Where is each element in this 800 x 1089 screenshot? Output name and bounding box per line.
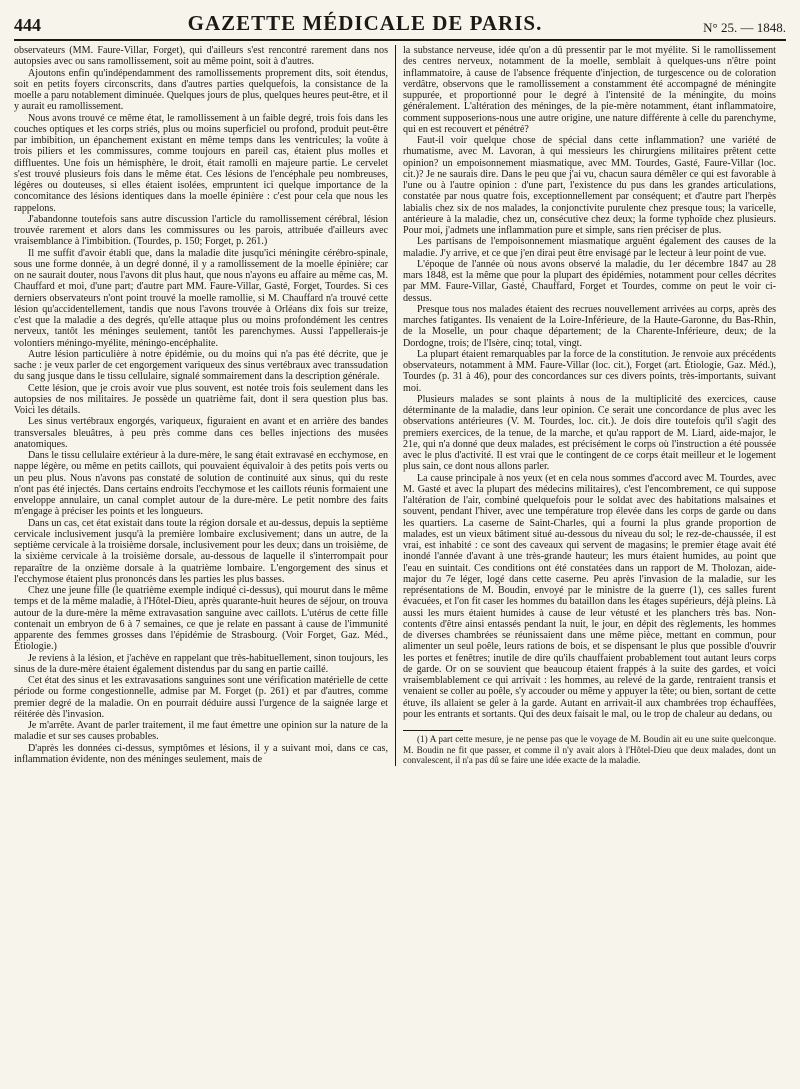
paragraph: Presque tous nos malades étaient des recrues nouvellement arrivées au corps, après des marches fatigantes. Ils venaient de la Loire-Inférieure, de la Haute-Garonne, du Bas-Rhin, de la Moselle, un pour chaque département; de la Charente-Inférieure, deux; de la Dordogne, trois; de l'Isère, cinq; total, vingt.: [403, 303, 776, 349]
paragraph: Autre lésion particulière à notre épidémie, ou du moins qui n'a pas été décrite, que je sache : je veux parler de cet engorgement variqueux des sinus vertébraux avec transsudation du sang jusque dans le tissu cellulaire, signalé sommairement dans la description générale.: [14, 348, 388, 383]
page-header: [14, 6, 786, 41]
page-number: 444: [14, 15, 41, 35]
left-column: [14, 45, 395, 766]
paragraph: D'après les données ci-dessus, symptômes et lésions, il y a suivant moi, dans ce cas, inflammation évidente, non des méninges seulement, mais de: [14, 742, 388, 765]
issue-number: N° 25. — 1848.: [703, 20, 786, 35]
paragraph: Ajoutons enfin qu'indépendamment des ramollissements proprement dits, soit étendus, soit en petits foyers circonscrits, dans d'autres parties quelquefois, la consistance de la moelle a paru notablement diminuée. Quelques jours de plus, quelques heures peut-être, et il y aurait eu ramollissement.: [14, 67, 388, 113]
paragraph: Je m'arrête. Avant de parler traitement, il me faut émettre une opinion sur la nature de la maladie et sur ses causes probables.: [14, 720, 388, 743]
paragraph: Il me suffit d'avoir établi que, dans la maladie dite jusqu'ici méningite cérébro-spinale, sous une forme donnée, à un degré donné, il y a ramollissement de la moelle épinière; car on ne saurait douter, nous l'avons dit plus haut, que nous n'ayons eu affaire au même cas, M. Chauffard et moi, d'une part; d'autre part MM. Faure-Villar, Gasté, Forget, Tourdes. Si ces derniers observateurs n'ont point trouvé la moelle ramollie, si M. Chauffard n'a trouvé cette lésion qu'accidentellement, tandis que nous l'avons trouvée à Orléans dix fois sur treize, c'est que la maladie a des degrés, qu'elle attaque plus ou moins profondément les centres nerveux, tantôt les méninges seulement, tantôt les parenchymes. Aussi l'appellerais-je volontiers méningo-myélite, méningo-encéphalite.: [14, 247, 388, 349]
footnote-divider: [403, 730, 463, 731]
paragraph: Cette lésion, que je crois avoir vue plus souvent, est notée trois fois seulement dans les autopsies de nos militaires. Je possède un quatrième fait, dont il sera question plus bas. Voici les détails.: [14, 382, 388, 416]
paragraph: Cet état des sinus et les extravasations sanguines sont une vérification matérielle de cette période ou forme congestionnelle, admise par M. Forget (p. 261) et par d'autres, comme premier degré de la maladie. On en pourrait déduire aussi l'urgence de la saignée large et réitérée dès l'invasion.: [14, 675, 388, 720]
paragraph: Faut-il voir quelque chose de spécial dans cette inflammation? une variété de rhumatisme, avec M. Lavoran, à qui messieurs les chirurgiens militaires prêtent cette opinion? un empoisonnement miasmatique, avec MM. Tourdes, Gasté, Faure-Villar (loc. cit.)? Je ne saurais dire. Dans le peu que j'ai vu, chacun saura démêler ce qui est favorable à l'une ou à l'autre opinion : d'une part, l'existence du pus dans les grandes articulations, constatée par nous quatre fois, exceptionnellement par conséquent; et d'autre part l'herpès labialis chez six de nos malades, la conjonctivite purulente chez presque tous; la varicelle, antérieure à la maladie, chez un, consécutive chez deux; la forme typhoïde chez plusieurs. Pour moi, j'admets une inflammation pure et simple, sans rien préciser de plus.: [403, 135, 776, 236]
paragraph: Chez une jeune fille (le quatrième exemple indiqué ci-dessus), qui mourut dans le même temps et de la même maladie, à l'Hôtel-Dieu, après quarante-huit heures de séjour, on trouva autour de la dure-mère la même extravasation sanguine avec caillots. L'utérus de cette fille contenait un embryon de 6 à 7 semaines, ce que je relate en passant à cause de l'immunité apparente des femmes grosses dans l'épidémie de Strasbourg. (Voir Forget, Gaz. Méd., Étiologie.): [14, 585, 388, 653]
text-columns: [14, 45, 786, 766]
footnote: (1) A part cette mesure, je ne pense pas que le voyage de M. Boudin ait eu une suite quelconque. M. Boudin ne fit que passer, et comme il n'y avait alors à l'Hôtel-Dieu que deux malades, dont un convalescent, il n'a pas dû se faire une idée exacte de la maladie.: [403, 734, 776, 765]
paragraph: observateurs (MM. Faure-Villar, Forget), qui d'ailleurs s'est rencontré rarement dans nos autopsies avec ou sans ramollissement, soit au même point, soit à d'autres.: [14, 45, 388, 68]
paragraph: Nous avons trouvé ce même état, le ramollissement à un faible degré, trois fois dans les couches optiques et les corps striés, plus ou moins superficiel ou profond, produit peut-être par imbibition, un épanchement existant en même temps dans les ventricules; la voûte à trois piliers et les commissures, comme toujours en pareil cas, étaient plus molles et diffluentes. Une fois un hémisphère, le droit, était ramolli en majeure partie. Le cervelet s'est trouvé plusieurs fois dans le même état. Ces lésions de l'encéphale peu nombreuses, légères ou douteuses, si elles étaient isolées, empruntent ici quelque importance de la concomitance des lésions identiques dans la moelle épinière : c'est pour cela que nous les rappelons.: [14, 112, 388, 214]
paragraph: Les partisans de l'empoisonnement miasmatique arguënt également des causes de la maladie. J'y arrive, et ce que j'en dirai peut être envisagé par le lecteur à leur point de vue.: [403, 236, 776, 259]
paragraph: La plupart étaient remarquables par la force de la constitution. Je renvoie aux précédents observateurs, notamment à MM. Faure-Villar (loc. cit.), Forget (art. Étiologie, Gaz. Méd.), Tourdes (p. 31 à 46), pour des concordances sur ces divers points, très-importants, suivant moi.: [403, 348, 776, 394]
paragraph: La cause principale à nos yeux (et en cela nous sommes d'accord avec M. Tourdes, avec M. Gasté et avec la plupart des médecins militaires), c'est l'encombrement, ce qui suppose l'altération de l'air, combiné quelquefois pour le soldat avec des habitations malsaines et souvent, pendant l'hiver, avec une température trop élevée dans les corps de garde ou dans les quartiers. La caserne de Saint-Charles, qui a fourni la plus grande proportion de malades, est un vieux bâtiment situé au-dessous du niveau du sol; le rez-de-chaussée, il est vrai, est inhabité : ce sont des caveaux qui servent de magasins; le premier étage avait été inondé l'année d'avant à une très-grande hauteur; les murs étaient humides, au point que l'eau en suintait. Ces conditions ont été constatées dans un rapport de M. Tholozan, aide-major du 7e léger, logé dans cette caserne. Peu après l'invasion de la maladie, sur les représentations de M. Boudin, envoyé par le ministre de la guerre (1), ces salles furent évacuées, et l'on fit caser les hommes du bataillon dans les étages supérieurs, déjà pleins. Là aussi les murs étaient humides à cause de leur vétusté et les planchers très bas. Non-contents d'être ainsi entassés pendant la nuit, le jour, en dépit des règlements, les hommes de diverses chambrées se réunissaient dans une même pièce, mettant en commun, pour alimenter un seul poêle, leurs rations de bois, et se dispensant le plus que possible d'ouvrir les portes et fenêtres; inutile de dire qu'ils chauffaient probablement tout autant leurs corps de garde. Or on se souvient que beaucoup étaient frappés à la suite des gardes, et voici vraisemblablement ce qui arrivait : les hommes, au relevé de la garde, rentraient transis et venaient se coller au poêle, s'y accouder ou même y appuyer la tête; ou bien, sortant de cette étuve, ils allaient se geler à la garde. Autant en arrivait-il aux chambrées trop échauffées, pour les entrants et sortants. Qui des deux faisait le mal, ou le trop de chaleur au dedans, ou: [403, 472, 776, 720]
paragraph: la substance nerveuse, idée qu'on a dû pressentir par le mot myélite. Si le ramollissement des centres nerveux, notamment de la moelle, semblait à quelques-uns n'être point inflammatoire, à cause de l'absence fréquente d'injection, de turgescence ou de coloration verdâtre, observons que le ramollissement a constamment été accompagné de méningite suppurée, et proportionné pour le degré à l'intensité de la méningite, du moins généralement. L'altération des méninges, de la pie-mère notamment, étant inflammatoire, comment supposerions-nous une autre origine, une nature différente à celle du parenchyme, qui en est recouvert et pénétré?: [403, 45, 776, 135]
paragraph: Je reviens à la lésion, et j'achève en rappelant que très-habituellement, sinon toujours, les sinus de la dure-mère étaient également distendus par du sang en partie caillé.: [14, 652, 388, 675]
publication-title: GAZETTE MÉDICALE DE PARIS.: [187, 11, 543, 35]
paragraph: Plusieurs malades se sont plaints à nous de la multiplicité des exercices, cause déterminante de la maladie, dans leur opinion. Ce serait une concordance de plus avec les observations antérieures (V. M. Tourdes, loc. cit.). Je dois dire toutefois qu'il s'agit des premiers exercices, de la tenue, de la marche, et qu'au rapport de M. Liard, aide-major, le 21e, qui n'a donné que deux malades, est précisément le corps où l'instruction a été poussée avec le plus d'activité. Il est vrai que le contingent de ce corps était meilleur et le logement plus sain, ce dont nous allons parler.: [403, 393, 776, 473]
right-column: [395, 45, 776, 766]
paragraph: L'époque de l'année où nous avons observé la maladie, du 1er décembre 1847 au 28 mars 1848, est la même que pour la plupart des épidémies, notamment pour celles décrites par MM. Faure-Villar, Gasté, Chauffard, Forget et Tourdes, comme on peut le voir ci-dessus.: [403, 258, 776, 304]
paragraph: Dans le tissu cellulaire extérieur à la dure-mère, le sang était extravasé en ecchymose, en nappe légère, ou même en petits caillots, qui pouvaient équivaloir à des petits pois verts ou un peu plus. Nous n'avons pas constaté de solution de continuité aux sinus, qui du reste n'ont pas été injectés. Dans certains endroits l'ecchymose et les caillots réunis formaient une enveloppe annulaire, un canal complet autour de la dure-mère. Le petit nombre des faits m'engage à préciser les points et les longueurs.: [14, 450, 388, 518]
paragraph: Les sinus vertébraux engorgés, variqueux, figuraient en avant et en arrière des bandes transversales bleuâtres, à peu près comme dans ces belles injections des musées anatomiques.: [14, 416, 388, 450]
paragraph: Dans un cas, cet état existait dans toute la région dorsale et au-dessus, depuis la septième cervicale inclusivement jusqu'à la première lombaire exclusivement; dans un autre, de la septième cervicale à la troisième dorsale, inclusivement pour les deux; dans un troisième, de la sixième cervicale à la troisième dorsale, au-dessous de laquelle il s'interrompait pour reparaître de la onzième dorsale à la quatrième lombaire. L'engorgement des sinus et l'ecchymose étaient plus prononcés dans les parties les plus basses.: [14, 517, 388, 585]
paragraph: J'abandonne toutefois sans autre discussion l'article du ramollissement cérébral, lésion trouvée rarement et alors dans les commissures ou les parois, attribuée d'ailleurs avec vraisemblance à l'imbibition. (Tourdes, p. 150; Forget, p. 261.): [14, 213, 388, 248]
